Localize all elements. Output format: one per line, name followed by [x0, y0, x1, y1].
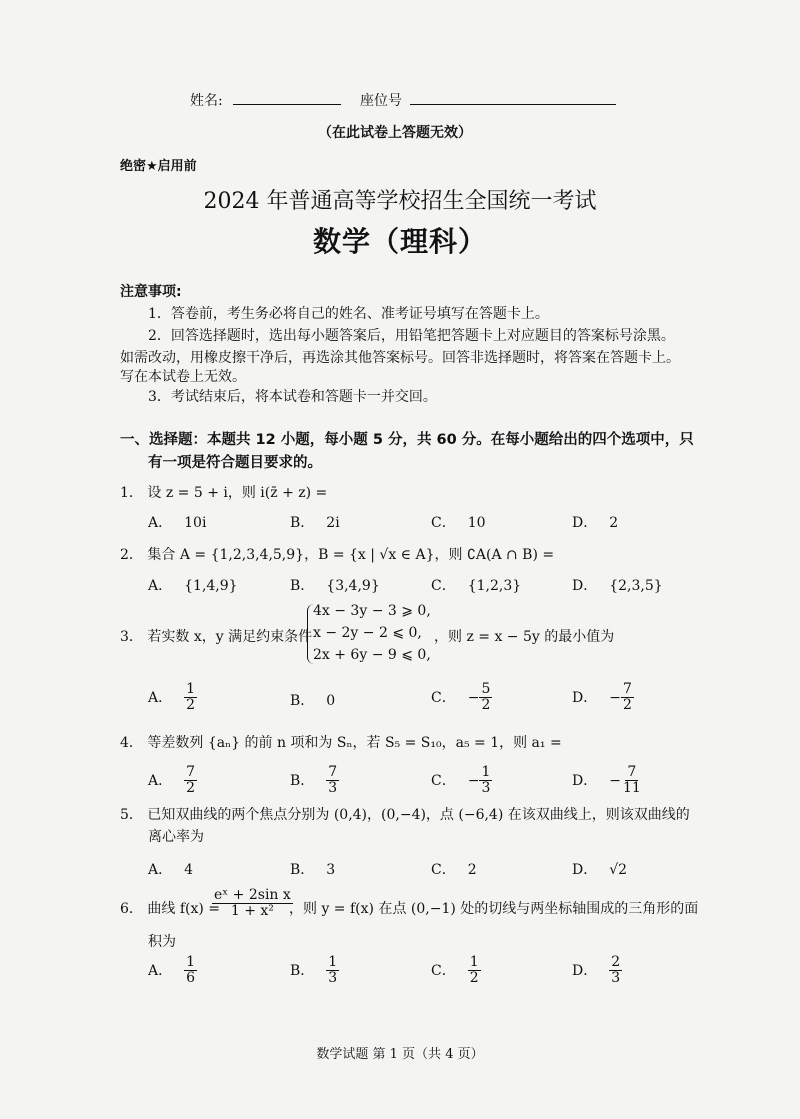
constraint-3: 2x + 6y − 9 ⩽ 0, [313, 647, 431, 663]
instruction-2b: 如需改动，用橡皮擦干净后，再选涂其他答案标号。回答非选择题时，将答案在答题卡上。 [120, 350, 680, 366]
seat-blank [410, 90, 616, 105]
q6-option-c: C． $\frac{1}{2}$ [431, 954, 479, 987]
section1-line2: 有一项是符合题目要求的。 [148, 455, 322, 471]
question-text: 集合 A = {1,2,3,4,5,9}，B = {x | √x ∈ A}，则 ∁A(A ∩ B) = [147, 547, 555, 563]
q5-option-a: A． 4 [148, 862, 194, 878]
instruction-2a: 2．回答选择题时，选出每小题答案后，用铅笔把答题卡上对应题目的答案标号涂黑。 [148, 328, 675, 344]
q3-option-a: A． $\frac{1}{2}$ [148, 681, 196, 714]
question-5-stem-a [120, 804, 690, 824]
section1-line1: 一、选择题：本题共 12 小题，每小题 5 分，共 60 分。在每小题给出的四个选项中，只 [120, 432, 694, 448]
q2-option-a: A． {1,4,9} [148, 578, 238, 594]
constraint-2: x − 2y − 2 ⩽ 0, [313, 625, 422, 641]
seat-field [360, 90, 616, 110]
seat-label: 座位号 [360, 93, 402, 109]
name-field [190, 90, 341, 110]
q4-option-d: D． − $\frac{7}{11}$ [572, 764, 641, 797]
q6-option-a: A． $\frac{1}{6}$ [148, 954, 196, 987]
question-number: 6． [120, 901, 143, 917]
q5-option-d: D． √2 [572, 862, 628, 878]
question-text: 设 z = 5 + i，则 i(z̄ + z) = [147, 485, 328, 501]
q3-option-d: D． − $\frac{7}{2}$ [572, 681, 632, 714]
question-text: 已知双曲线的两个焦点分别为 (0,4)，(0,−4)，点 (−6,4) 在该双曲线上，则该双曲线的 [147, 807, 690, 823]
constraint-1: 4x − 3y − 3 ⩾ 0, [313, 603, 431, 619]
secret-label: 绝密★启用前 [120, 159, 197, 174]
q2-option-d: D． {2,3,5} [572, 578, 663, 594]
q1-option-a: A． 10i [148, 515, 207, 531]
instructions-heading: 注意事项: [120, 284, 182, 300]
question-number: 4． [120, 735, 143, 751]
q4-option-b: B． $\frac{7}{3}$ [290, 764, 338, 797]
question-1-stem [120, 482, 327, 502]
q5-option-b: B． 3 [290, 862, 336, 878]
q4-option-c: C． − $\frac{1}{3}$ [431, 764, 491, 797]
question-5-stem-b: 离心率为 [148, 829, 204, 845]
invalid-notice: （在此试卷上答题无效） [318, 125, 472, 141]
question-number: 2． [120, 547, 143, 563]
question-3-stem-a [120, 626, 312, 646]
q4-option-a: A． $\frac{7}{2}$ [148, 764, 196, 797]
q3-option-c: C． − $\frac{5}{2}$ [431, 681, 491, 714]
name-blank [233, 90, 341, 105]
question-6-stem-b: ，则 y = f(x) 在点 (0,−1) 处的切线与两坐标轴围成的三角形的面 [289, 901, 699, 917]
instruction-3: 3．考试结束后，将本试卷和答题卡一并交回。 [148, 389, 437, 405]
q5-option-c: C． 2 [431, 862, 477, 878]
q6-function-fraction: $\frac{\text{eˣ + 2sin x}}{\text{1 + x²}}$ [214, 887, 291, 920]
question-text: 等差数列 {aₙ} 的前 n 项和为 Sₙ，若 S₅ = S₁₀，a₅ = 1，则 a₁ = [147, 735, 562, 751]
q1-option-b: B． 2i [290, 515, 340, 531]
subject-title: 数学（理科） [312, 225, 487, 258]
page-footer: 数学试题 第 1 页（共 4 页） [316, 1047, 484, 1062]
q6-option-d: D． $\frac{2}{3}$ [572, 954, 621, 987]
question-3-stem-b: ，则 z = x − 5y 的最小值为 [434, 629, 615, 645]
q2-option-c: C． {1,2,3} [431, 578, 522, 594]
question-6-stem-a [120, 898, 220, 918]
instruction-1: 1．答卷前，考生务必将自己的姓名、准考证号填写在答题卡上。 [148, 306, 549, 322]
q1-option-c: C． 10 [431, 515, 486, 531]
question-text: 曲线 f(x) = [147, 901, 221, 917]
question-6-stem-c: 积为 [148, 934, 176, 950]
q1-option-d: D． 2 [572, 515, 619, 531]
instruction-2c: 写在本试卷上无效。 [120, 369, 246, 385]
question-2-stem [120, 544, 554, 564]
question-text: 若实数 x，y 满足约束条件 [147, 629, 313, 645]
q6-option-b: B． $\frac{1}{3}$ [290, 954, 338, 987]
question-number: 1． [120, 485, 143, 501]
q3-option-b: B． 0 [290, 693, 336, 709]
question-number: 5． [120, 807, 143, 823]
question-number: 3． [120, 629, 143, 645]
name-label: 姓名: [190, 93, 223, 109]
q2-option-b: B． {3,4,9} [290, 578, 380, 594]
question-4-stem [120, 732, 562, 752]
exam-title: 2024 年普通高等学校招生全国统一考试 [203, 189, 597, 214]
